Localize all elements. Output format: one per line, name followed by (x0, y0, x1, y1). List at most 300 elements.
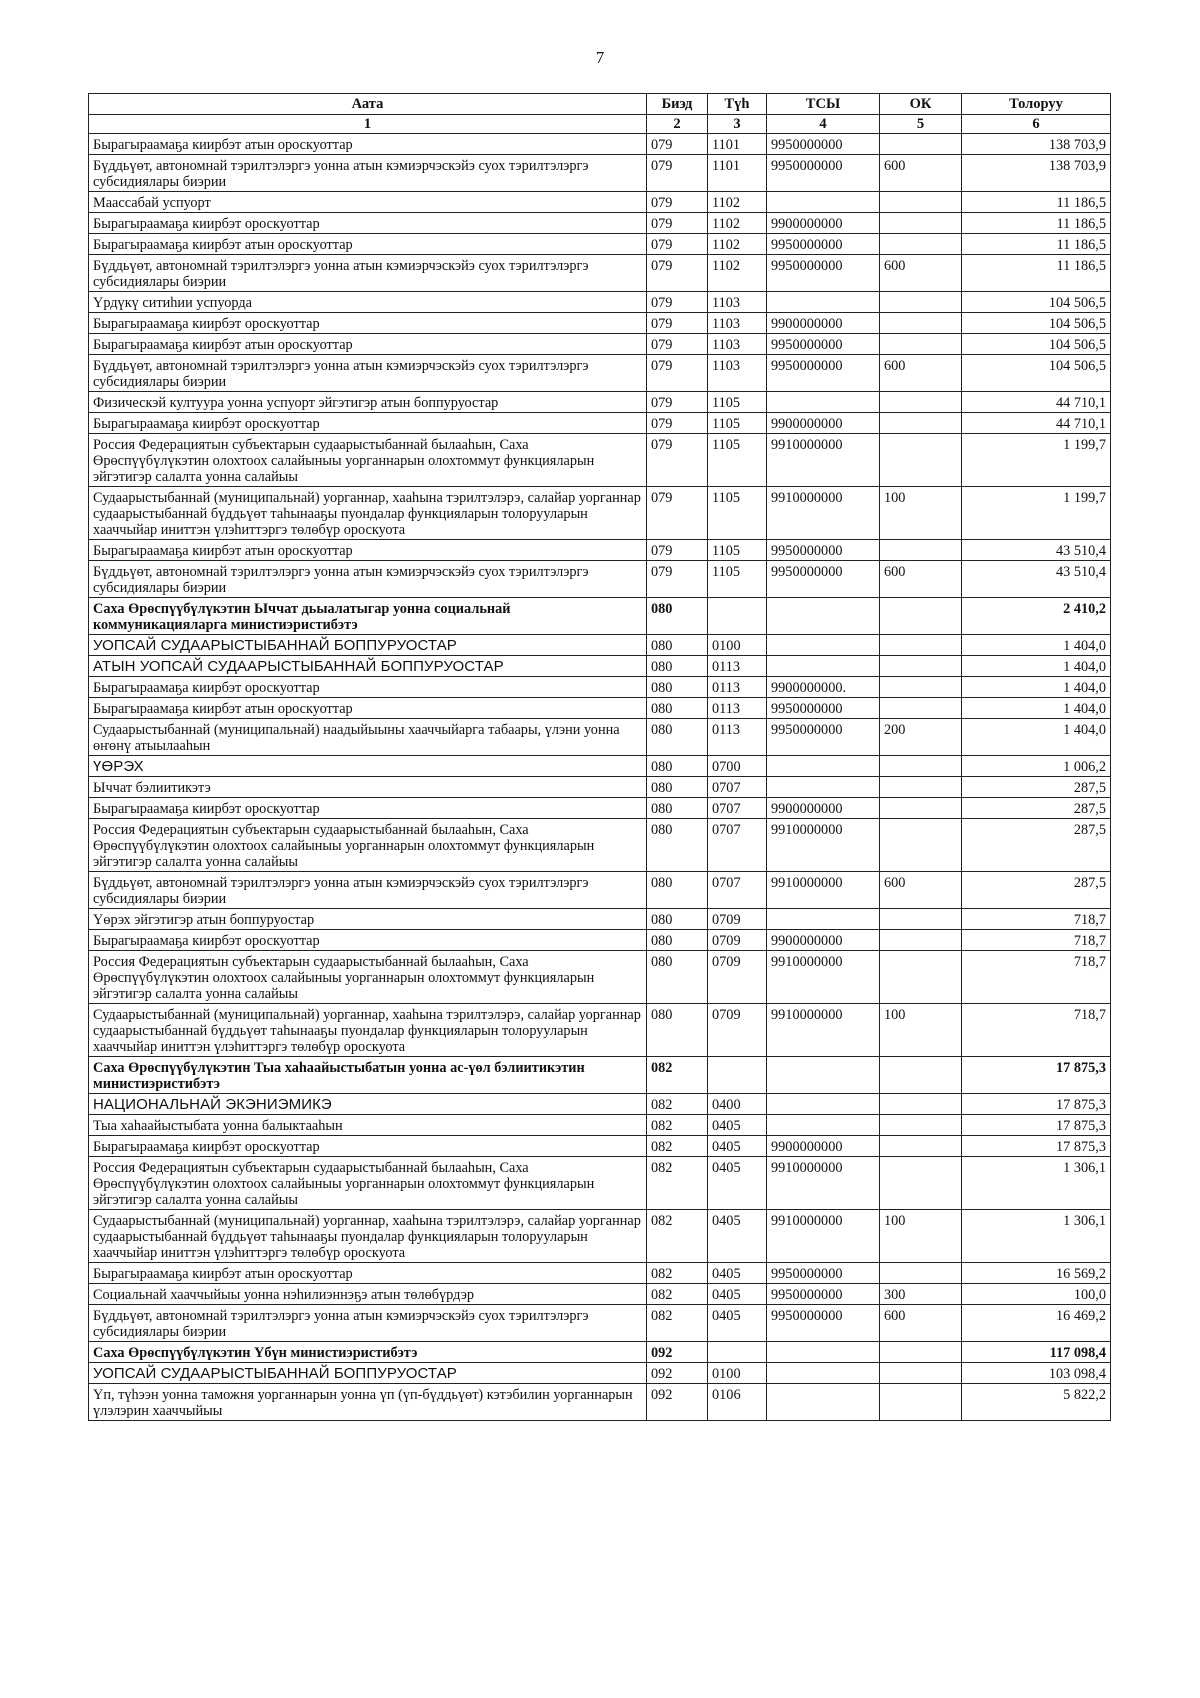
row-name: Бырагыраамаҕа киирбэт ороскуоттар (89, 677, 647, 698)
table-row (89, 1157, 1111, 1210)
row-ministry-code: 082 (647, 1136, 708, 1157)
row-name: Бырагыраамаҕа киирбэт ороскуоттар (89, 413, 647, 434)
row-ministry-code: 079 (647, 561, 708, 598)
row-section-code: 0405 (708, 1284, 767, 1305)
row-name: Саха Өрөспүүбүлүкэтин Ыччат дьыалатыгар уонна социальнай коммуникацияларга министиэристибэтэ (89, 598, 647, 635)
row-section-code: 1102 (708, 213, 767, 234)
row-ministry-code: 080 (647, 819, 708, 872)
table-row (89, 434, 1111, 487)
row-ministry-code: 080 (647, 677, 708, 698)
row-name: Бүддьүөт, автономнай тэрилтэлэргэ уонна атын кэмиэрчэскэйэ суох тэрилтэлэргэ субсидиялары биэрии (89, 872, 647, 909)
table-row (89, 930, 1111, 951)
row-expense-kind (880, 777, 962, 798)
row-section-code: 0405 (708, 1305, 767, 1342)
row-name: Бүддьүөт, автономнай тэрилтэлэргэ уонна атын кэмиэрчэскэйэ суох тэрилтэлэргэ субсидиялары биэрии (89, 255, 647, 292)
row-section-code (708, 1057, 767, 1094)
table-row (89, 872, 1111, 909)
table-row (89, 698, 1111, 719)
table-row (89, 355, 1111, 392)
row-section-code: 0113 (708, 656, 767, 677)
row-ministry-code: 082 (647, 1094, 708, 1115)
table-row (89, 213, 1111, 234)
table-row (89, 1284, 1111, 1305)
row-expense-kind (880, 598, 962, 635)
table-row (89, 909, 1111, 930)
row-ministry-code: 080 (647, 1004, 708, 1057)
row-target-code: 9900000000 (767, 1136, 880, 1157)
row-amount: 17 875,3 (962, 1057, 1111, 1094)
row-ministry-code: 079 (647, 434, 708, 487)
row-name: Бүддьүөт, автономнай тэрилтэлэргэ уонна атын кэмиэрчэскэйэ суох тэрилтэлэргэ субсидиялары биэрии (89, 1305, 647, 1342)
row-ministry-code: 079 (647, 234, 708, 255)
row-expense-kind: 600 (880, 155, 962, 192)
row-amount: 100,0 (962, 1284, 1111, 1305)
row-expense-kind: 100 (880, 487, 962, 540)
row-name: Тыа хаһаайыстыбата уонна балыктааһын (89, 1115, 647, 1136)
row-amount: 718,7 (962, 1004, 1111, 1057)
row-name: Судаарыстыбаннай (муниципальнай) уорганнар, хааһына тэрилтэлэрэ, салайар уорганнар судаарыстыбаннай бүддьүөт таһынааҕы пуондалар функцияларын толорууларын хааччыйар иниттэн үлэһиттэргэ төлөбүр ороскуота (89, 1210, 647, 1263)
row-target-code: 9910000000 (767, 487, 880, 540)
table-row (89, 292, 1111, 313)
row-ministry-code: 082 (647, 1305, 708, 1342)
row-target-code: 9950000000 (767, 540, 880, 561)
row-expense-kind: 600 (880, 255, 962, 292)
row-expense-kind (880, 930, 962, 951)
column-number: 3 (708, 115, 767, 134)
row-amount: 718,7 (962, 951, 1111, 1004)
row-expense-kind (880, 234, 962, 255)
table-row (89, 313, 1111, 334)
row-target-code: 9950000000 (767, 1305, 880, 1342)
table-row (89, 134, 1111, 155)
row-name: Судаарыстыбаннай (муниципальнай) уорганнар, хааһына тэрилтэлэрэ, салайар уорганнар судаарыстыбаннай бүддьүөт таһынааҕы пуондалар функцияларын толорууларын хааччыйар иниттэн үлэһиттэргэ төлөбүр ороскуота (89, 487, 647, 540)
table-row (89, 1094, 1111, 1115)
row-ministry-code: 079 (647, 540, 708, 561)
row-name: Бырагыраамаҕа киирбэт атын ороскуоттар (89, 540, 647, 561)
row-target-code: 9950000000 (767, 334, 880, 355)
row-section-code: 0100 (708, 635, 767, 656)
row-target-code: 9910000000 (767, 819, 880, 872)
table-row (89, 413, 1111, 434)
row-expense-kind (880, 434, 962, 487)
row-amount: 1 199,7 (962, 434, 1111, 487)
table-row (89, 487, 1111, 540)
row-amount: 287,5 (962, 798, 1111, 819)
table-row (89, 719, 1111, 756)
row-section-code: 0400 (708, 1094, 767, 1115)
table-row (89, 819, 1111, 872)
row-name: Бырагыраамаҕа киирбэт ороскуоттар (89, 213, 647, 234)
row-expense-kind (880, 413, 962, 434)
row-amount: 16 569,2 (962, 1263, 1111, 1284)
row-expense-kind (880, 213, 962, 234)
row-amount: 287,5 (962, 872, 1111, 909)
row-ministry-code: 080 (647, 635, 708, 656)
row-amount: 718,7 (962, 930, 1111, 951)
row-amount: 43 510,4 (962, 561, 1111, 598)
row-amount: 11 186,5 (962, 255, 1111, 292)
row-expense-kind (880, 635, 962, 656)
row-section-code: 0405 (708, 1210, 767, 1263)
row-name: Россия Федерациятын субъектарын судаарыстыбаннай былааһын, Саха Өрөспүүбүлүкэтин олохтоох салайыныы уорганнарын олохтоммут функцияларын эйгэтигэр салалта уонна салайыы (89, 819, 647, 872)
row-ministry-code: 082 (647, 1057, 708, 1094)
row-target-code (767, 292, 880, 313)
row-target-code: 9950000000 (767, 255, 880, 292)
row-expense-kind: 600 (880, 355, 962, 392)
row-target-code: 9900000000. (767, 677, 880, 698)
row-ministry-code: 092 (647, 1363, 708, 1384)
table-row (89, 540, 1111, 561)
row-expense-kind: 600 (880, 1305, 962, 1342)
row-section-code: 1102 (708, 255, 767, 292)
column-number-row (89, 115, 1111, 134)
row-amount: 1 199,7 (962, 487, 1111, 540)
row-section-code: 0709 (708, 930, 767, 951)
row-ministry-code: 079 (647, 313, 708, 334)
row-section-code: 0709 (708, 951, 767, 1004)
row-ministry-code: 080 (647, 909, 708, 930)
row-name: Ыччат бэлиитикэтэ (89, 777, 647, 798)
row-section-code: 0405 (708, 1157, 767, 1210)
row-ministry-code: 079 (647, 413, 708, 434)
row-target-code: 9910000000 (767, 1004, 880, 1057)
table-row (89, 1384, 1111, 1421)
row-section-code: 0707 (708, 777, 767, 798)
row-section-code: 1103 (708, 313, 767, 334)
row-target-code (767, 1384, 880, 1421)
row-name: АТЫН УОПСАЙ СУДААРЫСТЫБАННАЙ БОППУРУОСТАР (89, 656, 647, 677)
row-expense-kind: 300 (880, 1284, 962, 1305)
row-expense-kind (880, 1136, 962, 1157)
page-number: 7 (595, 48, 605, 67)
row-ministry-code: 079 (647, 292, 708, 313)
row-section-code (708, 598, 767, 635)
row-expense-kind: 100 (880, 1210, 962, 1263)
table-row (89, 1115, 1111, 1136)
row-name: Бырагыраамаҕа киирбэт ороскуоттар (89, 930, 647, 951)
row-target-code (767, 777, 880, 798)
row-ministry-code: 079 (647, 334, 708, 355)
row-amount: 138 703,9 (962, 155, 1111, 192)
row-name: Саха Өрөспүүбүлүкэтин Үбүн министиэристибэтэ (89, 1342, 647, 1363)
row-name: Бырагыраамаҕа киирбэт ороскуоттар (89, 1136, 647, 1157)
table-row (89, 1057, 1111, 1094)
row-expense-kind (880, 656, 962, 677)
header-kind: ОК (880, 94, 962, 115)
row-amount: 104 506,5 (962, 355, 1111, 392)
row-amount: 1 404,0 (962, 677, 1111, 698)
row-target-code: 9950000000 (767, 355, 880, 392)
column-number: 2 (647, 115, 708, 134)
header-section: Түһ (708, 94, 767, 115)
row-amount: 1 006,2 (962, 756, 1111, 777)
row-ministry-code: 079 (647, 487, 708, 540)
row-expense-kind (880, 1094, 962, 1115)
table-row (89, 1136, 1111, 1157)
table-row (89, 677, 1111, 698)
row-amount: 103 098,4 (962, 1363, 1111, 1384)
row-target-code (767, 598, 880, 635)
budget-table (88, 93, 1111, 1421)
row-amount: 16 469,2 (962, 1305, 1111, 1342)
row-amount: 287,5 (962, 777, 1111, 798)
table-row (89, 155, 1111, 192)
row-target-code: 9950000000 (767, 698, 880, 719)
row-ministry-code: 080 (647, 698, 708, 719)
row-ministry-code: 082 (647, 1115, 708, 1136)
row-expense-kind (880, 1057, 962, 1094)
header-target: ТСЫ (767, 94, 880, 115)
row-target-code: 9950000000 (767, 234, 880, 255)
row-section-code: 0100 (708, 1363, 767, 1384)
row-section-code: 0113 (708, 698, 767, 719)
row-expense-kind (880, 909, 962, 930)
row-target-code: 9910000000 (767, 872, 880, 909)
row-amount: 718,7 (962, 909, 1111, 930)
row-amount: 1 404,0 (962, 719, 1111, 756)
row-ministry-code: 082 (647, 1157, 708, 1210)
table-row (89, 1263, 1111, 1284)
header-ministry: Биэд (647, 94, 708, 115)
row-name: Бырагыраамаҕа киирбэт атын ороскуоттар (89, 334, 647, 355)
row-ministry-code: 079 (647, 155, 708, 192)
row-target-code: 9950000000 (767, 134, 880, 155)
row-target-code (767, 392, 880, 413)
row-amount: 104 506,5 (962, 292, 1111, 313)
table-row (89, 392, 1111, 413)
row-target-code (767, 635, 880, 656)
row-section-code (708, 1342, 767, 1363)
row-target-code (767, 656, 880, 677)
table-body (89, 134, 1111, 1421)
row-section-code: 0707 (708, 798, 767, 819)
table-row (89, 656, 1111, 677)
row-target-code: 9900000000 (767, 413, 880, 434)
row-expense-kind (880, 1263, 962, 1284)
row-ministry-code: 079 (647, 355, 708, 392)
row-name: Бырагыраамаҕа киирбэт ороскуоттар (89, 313, 647, 334)
table-row (89, 598, 1111, 635)
row-target-code: 9950000000 (767, 155, 880, 192)
table-row (89, 798, 1111, 819)
row-section-code: 0700 (708, 756, 767, 777)
row-name: Судаарыстыбаннай (муниципальнай) наадыйыыны хааччыйарга табаары, үлэни уонна өҥөнү атыылааһын (89, 719, 647, 756)
row-expense-kind (880, 819, 962, 872)
row-ministry-code: 080 (647, 719, 708, 756)
row-amount: 138 703,9 (962, 134, 1111, 155)
table-row (89, 234, 1111, 255)
row-amount: 1 404,0 (962, 656, 1111, 677)
row-amount: 1 306,1 (962, 1210, 1111, 1263)
header-row (89, 94, 1111, 115)
row-name: ҮӨРЭХ (89, 756, 647, 777)
row-amount: 11 186,5 (962, 213, 1111, 234)
table-row (89, 334, 1111, 355)
row-amount: 2 410,2 (962, 598, 1111, 635)
row-name: Саха Өрөспүүбүлүкэтин Тыа хаһаайыстыбатын уонна ас-үөл бэлиитикэтин министиэристибэтэ (89, 1057, 647, 1094)
row-section-code: 1101 (708, 134, 767, 155)
row-target-code: 9900000000 (767, 798, 880, 819)
row-expense-kind (880, 951, 962, 1004)
row-amount: 1 404,0 (962, 635, 1111, 656)
row-section-code: 1105 (708, 540, 767, 561)
row-section-code: 1102 (708, 234, 767, 255)
row-section-code: 1103 (708, 292, 767, 313)
row-name: Социальнай хааччыйыы уонна нэһилиэннэҕэ атын төлөбүрдэр (89, 1284, 647, 1305)
row-section-code: 1101 (708, 155, 767, 192)
table-row (89, 1305, 1111, 1342)
row-amount: 1 404,0 (962, 698, 1111, 719)
row-amount: 1 306,1 (962, 1157, 1111, 1210)
row-expense-kind (880, 292, 962, 313)
row-expense-kind (880, 1363, 962, 1384)
column-number: 1 (89, 115, 647, 134)
row-expense-kind (880, 334, 962, 355)
row-name: Бырагыраамаҕа киирбэт ороскуоттар (89, 798, 647, 819)
table-row (89, 561, 1111, 598)
table-row (89, 192, 1111, 213)
row-amount: 44 710,1 (962, 392, 1111, 413)
row-target-code: 9950000000 (767, 561, 880, 598)
row-name: Бырагыраамаҕа киирбэт атын ороскуоттар (89, 134, 647, 155)
row-amount: 11 186,5 (962, 192, 1111, 213)
row-amount: 17 875,3 (962, 1094, 1111, 1115)
row-name: УОПСАЙ СУДААРЫСТЫБАННАЙ БОППУРУОСТАР (89, 1363, 647, 1384)
row-expense-kind (880, 134, 962, 155)
row-expense-kind (880, 192, 962, 213)
row-name: Физическэй култуура уонна успуорт эйгэтигэр атын боппуруостар (89, 392, 647, 413)
row-section-code: 1105 (708, 392, 767, 413)
row-target-code: 9910000000 (767, 434, 880, 487)
row-name: Россия Федерациятын субъектарын судаарыстыбаннай былааһын, Саха Өрөспүүбүлүкэтин олохтоох салайыныы уорганнарын олохтоммут функцияларын эйгэтигэр салалта уонна салайыы (89, 1157, 647, 1210)
column-number: 4 (767, 115, 880, 134)
row-name: Судаарыстыбаннай (муниципальнай) уорганнар, хааһына тэрилтэлэрэ, салайар уорганнар судаарыстыбаннай бүддьүөт таһынааҕы пуондалар функцияларын толорууларын хааччыйар иниттэн үлэһиттэргэ төлөбүр ороскуота (89, 1004, 647, 1057)
row-amount: 43 510,4 (962, 540, 1111, 561)
row-section-code: 0405 (708, 1136, 767, 1157)
row-expense-kind (880, 756, 962, 777)
row-ministry-code: 082 (647, 1263, 708, 1284)
row-ministry-code: 092 (647, 1384, 708, 1421)
row-target-code (767, 909, 880, 930)
row-amount: 5 822,2 (962, 1384, 1111, 1421)
row-expense-kind (880, 798, 962, 819)
row-section-code: 1102 (708, 192, 767, 213)
row-ministry-code: 080 (647, 930, 708, 951)
table-row (89, 1004, 1111, 1057)
row-expense-kind: 600 (880, 872, 962, 909)
row-name: Бүддьүөт, автономнай тэрилтэлэргэ уонна атын кэмиэрчэскэйэ суох тэрилтэлэргэ субсидиялары биэрии (89, 561, 647, 598)
row-section-code: 0405 (708, 1263, 767, 1284)
row-target-code (767, 756, 880, 777)
row-ministry-code: 082 (647, 1284, 708, 1305)
row-ministry-code: 080 (647, 951, 708, 1004)
row-expense-kind (880, 1157, 962, 1210)
row-name: Россия Федерациятын субъектарын судаарыстыбаннай былааһын, Саха Өрөспүүбүлүкэтин олохтоох салайыныы уорганнарын олохтоммут функцияларын эйгэтигэр салалта уонна салайыы (89, 434, 647, 487)
row-ministry-code: 080 (647, 777, 708, 798)
table-row (89, 1210, 1111, 1263)
row-section-code: 0707 (708, 819, 767, 872)
header-amount: Толоруу (962, 94, 1111, 115)
row-ministry-code: 080 (647, 598, 708, 635)
table-row (89, 635, 1111, 656)
row-amount: 17 875,3 (962, 1136, 1111, 1157)
row-name: Бырагыраамаҕа киирбэт атын ороскуоттар (89, 1263, 647, 1284)
row-amount: 104 506,5 (962, 313, 1111, 334)
row-amount: 104 506,5 (962, 334, 1111, 355)
row-expense-kind (880, 677, 962, 698)
row-section-code: 0707 (708, 872, 767, 909)
row-expense-kind (880, 1384, 962, 1421)
row-target-code: 9910000000 (767, 951, 880, 1004)
row-expense-kind (880, 313, 962, 334)
table-row (89, 1342, 1111, 1363)
row-expense-kind: 100 (880, 1004, 962, 1057)
row-name: Маассабай успуорт (89, 192, 647, 213)
row-name: Россия Федерациятын субъектарын судаарыстыбаннай былааһын, Саха Өрөспүүбүлүкэтин олохтоох салайыныы уорганнарын олохтоммут функцияларын эйгэтигэр салалта уонна салайыы (89, 951, 647, 1004)
row-section-code: 1105 (708, 561, 767, 598)
row-section-code: 1103 (708, 334, 767, 355)
row-expense-kind: 600 (880, 561, 962, 598)
table-row (89, 756, 1111, 777)
column-number: 5 (880, 115, 962, 134)
row-target-code (767, 1115, 880, 1136)
row-ministry-code: 079 (647, 392, 708, 413)
row-section-code: 0106 (708, 1384, 767, 1421)
row-expense-kind (880, 1115, 962, 1136)
row-amount: 44 710,1 (962, 413, 1111, 434)
row-name: Бырагыраамаҕа киирбэт атын ороскуоттар (89, 234, 647, 255)
header-name: Аата (89, 94, 647, 115)
row-target-code (767, 1094, 880, 1115)
row-ministry-code: 092 (647, 1342, 708, 1363)
row-ministry-code: 079 (647, 213, 708, 234)
row-amount: 17 875,3 (962, 1115, 1111, 1136)
row-target-code (767, 192, 880, 213)
row-ministry-code: 080 (647, 656, 708, 677)
row-target-code: 9910000000 (767, 1210, 880, 1263)
row-expense-kind (880, 540, 962, 561)
row-target-code (767, 1363, 880, 1384)
row-section-code: 0709 (708, 1004, 767, 1057)
row-name: Бырагыраамаҕа киирбэт атын ороскуоттар (89, 698, 647, 719)
row-section-code: 0113 (708, 719, 767, 756)
table-row (89, 255, 1111, 292)
row-amount: 117 098,4 (962, 1342, 1111, 1363)
row-target-code: 9910000000 (767, 1157, 880, 1210)
row-target-code: 9900000000 (767, 213, 880, 234)
table-row (89, 1363, 1111, 1384)
row-ministry-code: 080 (647, 756, 708, 777)
row-target-code (767, 1342, 880, 1363)
row-section-code: 1105 (708, 487, 767, 540)
row-ministry-code: 079 (647, 255, 708, 292)
row-section-code: 0113 (708, 677, 767, 698)
row-name: НАЦИОНАЛЬНАЙ ЭКЭНИЭМИКЭ (89, 1094, 647, 1115)
row-section-code: 0405 (708, 1115, 767, 1136)
row-ministry-code: 079 (647, 134, 708, 155)
row-amount: 11 186,5 (962, 234, 1111, 255)
row-section-code: 1105 (708, 434, 767, 487)
row-ministry-code: 080 (647, 798, 708, 819)
row-amount: 287,5 (962, 819, 1111, 872)
row-target-code (767, 1057, 880, 1094)
row-ministry-code: 079 (647, 192, 708, 213)
row-target-code: 9950000000 (767, 719, 880, 756)
row-section-code: 1105 (708, 413, 767, 434)
row-expense-kind (880, 392, 962, 413)
row-ministry-code: 082 (647, 1210, 708, 1263)
table-row (89, 777, 1111, 798)
